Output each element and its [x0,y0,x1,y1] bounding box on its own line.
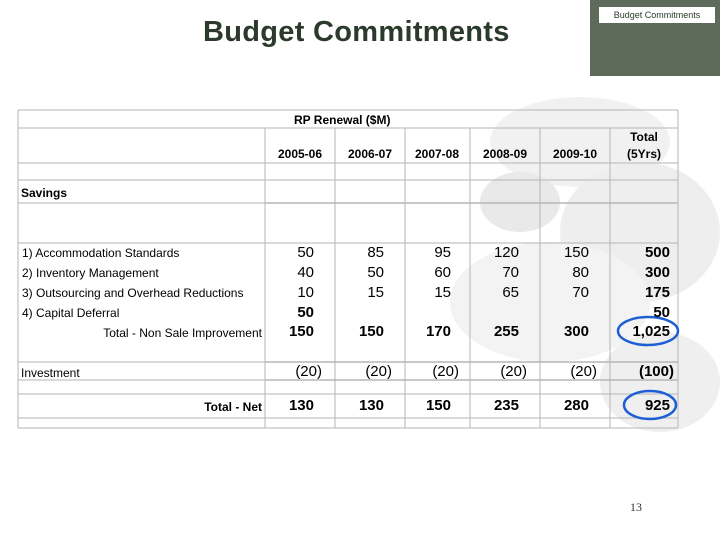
net-value: 235 [493,397,519,414]
investment-value: (20) [570,363,597,380]
value-cell: 40 [297,264,314,281]
investment-value: (20) [295,363,322,380]
value-cell: 15 [367,284,384,301]
value-cell: 60 [434,264,451,281]
value-cell: 120 [493,244,519,261]
total-header-sub: (5Yrs) [626,147,661,161]
savings-label: Savings [21,186,68,200]
page-title: Budget Commitments [203,16,510,48]
row-total: 50 [653,304,670,321]
page-number: 13 [630,500,642,514]
value-cell: 65 [502,284,519,301]
row-label: 3) Outsourcing and Overhead Reductions [22,286,244,300]
value-cell: 15 [434,284,451,301]
subtotal-value: 255 [493,323,519,340]
net-value: 150 [425,397,451,414]
total-header: Total [630,130,658,144]
net-value: 280 [563,397,589,414]
investment-value: (20) [500,363,527,380]
investment-total: (100) [638,363,674,380]
row-total: 300 [644,264,670,281]
row-label: 1) Accommodation Standards [22,246,180,260]
value-cell: 85 [367,244,384,261]
value-cell: 70 [572,284,589,301]
value-cell: 95 [434,244,451,261]
value-cell: 150 [563,244,589,261]
net-label: Total - Net [204,400,262,414]
subtotal-value: 300 [563,323,589,340]
subtotal-value: 150 [288,323,314,340]
group-title: RP Renewal ($M) [294,113,391,127]
value-cell: 50 [297,304,314,321]
subtotal-value: 170 [425,323,451,340]
header-tag: Budget Commitments [598,6,716,24]
column-header: 2008-09 [482,147,528,161]
investment-value: (20) [432,363,459,380]
value-cell: 50 [297,244,314,261]
net-value: 130 [288,397,314,414]
net-total: 925 [644,397,670,414]
row-label: 2) Inventory Management [22,266,159,280]
subtotal-total: 1,025 [632,323,670,340]
column-header: 2007-08 [414,147,460,161]
row-label: 4) Capital Deferral [22,306,120,320]
value-cell: 80 [572,264,589,281]
column-header: 2006-07 [347,147,393,161]
investment-label: Investment [21,366,80,380]
row-total: 500 [644,244,670,261]
value-cell: 10 [297,284,314,301]
subtotal-label: Total - Non Sale Improvement [103,326,262,340]
value-cell: 70 [502,264,519,281]
net-value: 130 [358,397,384,414]
row-total: 175 [644,284,670,301]
value-cell: 50 [367,264,384,281]
column-header: 2005-06 [277,147,323,161]
subtotal-value: 150 [358,323,384,340]
investment-value: (20) [365,363,392,380]
column-header: 2009-10 [552,147,598,161]
